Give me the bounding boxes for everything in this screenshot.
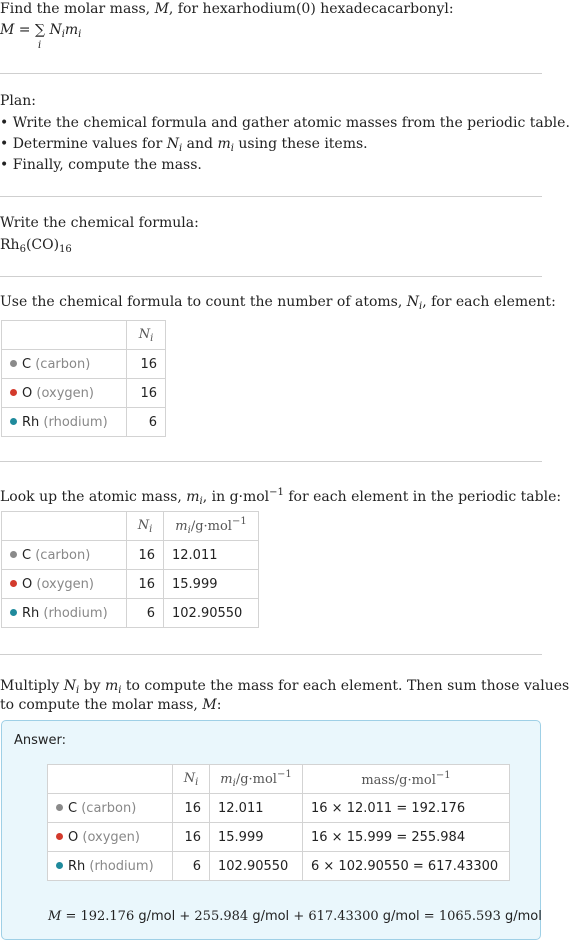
element-cell: O (oxygen) bbox=[48, 823, 173, 852]
final-unit: g/mol bbox=[382, 909, 420, 924]
formula-lhs: M bbox=[0, 22, 15, 38]
table-row bbox=[2, 541, 259, 570]
multiply-suffix: to compute the mass for each element. Then sum those values bbox=[121, 678, 570, 694]
multiply-prefix: Multiply bbox=[0, 678, 64, 694]
var-m-index: i bbox=[230, 143, 234, 154]
divider bbox=[0, 654, 542, 655]
formula-m-index: i bbox=[78, 29, 82, 40]
count-cell: 6 bbox=[173, 852, 210, 881]
element-cell: Rh (rhodium) bbox=[48, 852, 173, 881]
oxygen-dot-icon bbox=[10, 389, 17, 396]
count-cell: 16 bbox=[127, 570, 164, 599]
product-cell: 6 × 102.90550 = 617.43300 bbox=[303, 852, 510, 881]
var-N-index: i bbox=[75, 685, 80, 696]
mass-cell: 15.999 bbox=[164, 570, 259, 599]
mass-cell: 12.011 bbox=[210, 794, 303, 823]
table-row bbox=[48, 794, 510, 823]
count-text bbox=[0, 293, 556, 316]
intro-title-suffix: , for hexarhodium(0) hexadecacarbonyl: bbox=[168, 1, 454, 17]
divider bbox=[0, 196, 542, 197]
table-row bbox=[2, 408, 166, 437]
mass-text-exp: −1 bbox=[269, 487, 284, 498]
table-header-row bbox=[2, 321, 166, 350]
var-N: N bbox=[63, 678, 76, 694]
var-M: M bbox=[202, 697, 217, 713]
table-row bbox=[2, 379, 166, 408]
count-cell: 16 bbox=[173, 794, 210, 823]
header-N: $N_i$ bbox=[127, 512, 164, 541]
final-term-2: + 255.984 bbox=[175, 909, 253, 924]
element-cell: O (oxygen) bbox=[2, 570, 127, 599]
header-empty bbox=[2, 321, 127, 350]
plan-bullet-2-prefix: • Determine values for bbox=[0, 136, 167, 152]
table-row bbox=[48, 823, 510, 852]
table-row bbox=[2, 570, 259, 599]
intro-formula bbox=[0, 21, 82, 51]
product-cell: 16 × 12.011 = 192.176 bbox=[303, 794, 510, 823]
formula-m: m bbox=[64, 22, 79, 38]
formula-heading: Write the chemical formula: bbox=[0, 215, 199, 231]
count-cell: 16 bbox=[127, 541, 164, 570]
carbon-dot-icon bbox=[10, 360, 17, 367]
element-cell: Rh (rhodium) bbox=[2, 599, 127, 628]
intro-title bbox=[0, 0, 454, 18]
multiply-line-2-suffix: : bbox=[216, 697, 222, 713]
count-cell: 6 bbox=[127, 408, 166, 437]
final-lhs: M bbox=[48, 909, 62, 924]
rhodium-dot-icon bbox=[56, 862, 63, 869]
mass-cell: 15.999 bbox=[210, 823, 303, 852]
final-result bbox=[48, 909, 542, 924]
count-text-prefix: Use the chemical formula to count the number of atoms, bbox=[0, 294, 407, 310]
oxygen-dot-icon bbox=[56, 833, 63, 840]
final-term-1: = 192.176 bbox=[61, 909, 139, 924]
var-N-index: i bbox=[419, 301, 423, 312]
carbon-dot-icon bbox=[56, 804, 63, 811]
final-unit: g/mol bbox=[138, 909, 176, 924]
count-cell: 6 bbox=[127, 599, 164, 628]
element-cell: C (carbon) bbox=[2, 541, 127, 570]
var-m: m bbox=[186, 489, 200, 505]
mass-text bbox=[0, 484, 561, 511]
sum-symbol: ∑ bbox=[34, 22, 45, 38]
formula-rh-sub: 6 bbox=[19, 244, 26, 255]
header-empty bbox=[2, 512, 127, 541]
mass-text-mid: , in g·mol bbox=[202, 489, 270, 505]
table-header-row bbox=[48, 765, 510, 794]
divider bbox=[0, 73, 542, 74]
multiply-line-2-prefix: to compute the molar mass, bbox=[0, 697, 203, 713]
plan-heading: Plan: bbox=[0, 93, 36, 109]
var-m: m bbox=[104, 678, 119, 694]
formula-rh: Rh bbox=[0, 237, 20, 253]
sum-index: i bbox=[37, 40, 42, 51]
plan-bullet-2-suffix: using these items. bbox=[233, 136, 368, 152]
rhodium-dot-icon bbox=[10, 609, 17, 616]
element-cell: C (carbon) bbox=[2, 350, 127, 379]
mass-table bbox=[1, 511, 259, 628]
mass-text-prefix: Look up the atomic mass, bbox=[0, 489, 187, 505]
final-term-3: + 617.43300 bbox=[289, 909, 383, 924]
count-cell: 16 bbox=[173, 823, 210, 852]
answer-label: Answer: bbox=[14, 733, 67, 748]
element-cell: O (oxygen) bbox=[2, 379, 127, 408]
count-cell: 16 bbox=[127, 350, 166, 379]
header-m: $m_i/g\cdot mol^{-1}$ bbox=[164, 512, 259, 541]
final-unit: g/mol bbox=[252, 909, 290, 924]
rhodium-dot-icon bbox=[10, 418, 17, 425]
header-m: $m_i/g\cdot mol^{-1}$ bbox=[210, 765, 303, 794]
product-cell: 16 × 15.999 = 255.984 bbox=[303, 823, 510, 852]
formula-N: N bbox=[49, 22, 62, 38]
count-text-suffix: , for each element: bbox=[422, 294, 556, 310]
final-total: = 1065.593 bbox=[419, 909, 505, 924]
table-row bbox=[2, 350, 166, 379]
var-N: N bbox=[166, 136, 179, 152]
intro-title-prefix: Find the molar mass, bbox=[0, 1, 155, 17]
table-header-row bbox=[2, 512, 259, 541]
formula-co: (CO) bbox=[25, 237, 60, 253]
var-m-index: i bbox=[199, 496, 203, 507]
intro-title-var: M bbox=[154, 1, 169, 17]
answer-table bbox=[47, 764, 510, 881]
formula-N-index: i bbox=[61, 29, 65, 40]
formula-eq: = bbox=[14, 22, 35, 38]
mass-cell: 12.011 bbox=[164, 541, 259, 570]
var-m-index: i bbox=[118, 685, 122, 696]
multiply-mid: by bbox=[79, 678, 105, 694]
mass-text-suffix: for each element in the periodic table: bbox=[283, 489, 562, 505]
oxygen-dot-icon bbox=[10, 580, 17, 587]
plan-bullet-2-mid: and bbox=[182, 136, 218, 152]
chemical-formula bbox=[0, 236, 72, 259]
header-N: $N_i$ bbox=[127, 321, 166, 350]
var-N-index: i bbox=[179, 143, 183, 154]
divider bbox=[0, 276, 542, 277]
plan-bullet-1: • Write the chemical formula and gather atomic masses from the periodic table. bbox=[0, 115, 570, 131]
formula-co-sub: 16 bbox=[59, 244, 72, 255]
var-N: N bbox=[406, 294, 420, 310]
table-row bbox=[2, 599, 259, 628]
plan-bullet-3: • Finally, compute the mass. bbox=[0, 157, 202, 173]
final-unit: g/mol bbox=[504, 909, 542, 924]
multiply-line-2 bbox=[0, 696, 221, 714]
table-row bbox=[48, 852, 510, 881]
mass-cell: 102.90550 bbox=[210, 852, 303, 881]
count-table bbox=[1, 320, 166, 437]
plan-bullet-2 bbox=[0, 135, 368, 158]
count-cell: 16 bbox=[127, 379, 166, 408]
header-mass: mass/g·mol$^{-1}$ bbox=[303, 765, 510, 794]
answer-box bbox=[1, 720, 541, 940]
header-empty bbox=[48, 765, 173, 794]
divider bbox=[0, 461, 542, 462]
mass-cell: 102.90550 bbox=[164, 599, 259, 628]
var-m: m bbox=[217, 136, 231, 152]
element-cell: Rh (rhodium) bbox=[2, 408, 127, 437]
carbon-dot-icon bbox=[10, 551, 17, 558]
header-N: $N_i$ bbox=[173, 765, 210, 794]
element-cell: C (carbon) bbox=[48, 794, 173, 823]
